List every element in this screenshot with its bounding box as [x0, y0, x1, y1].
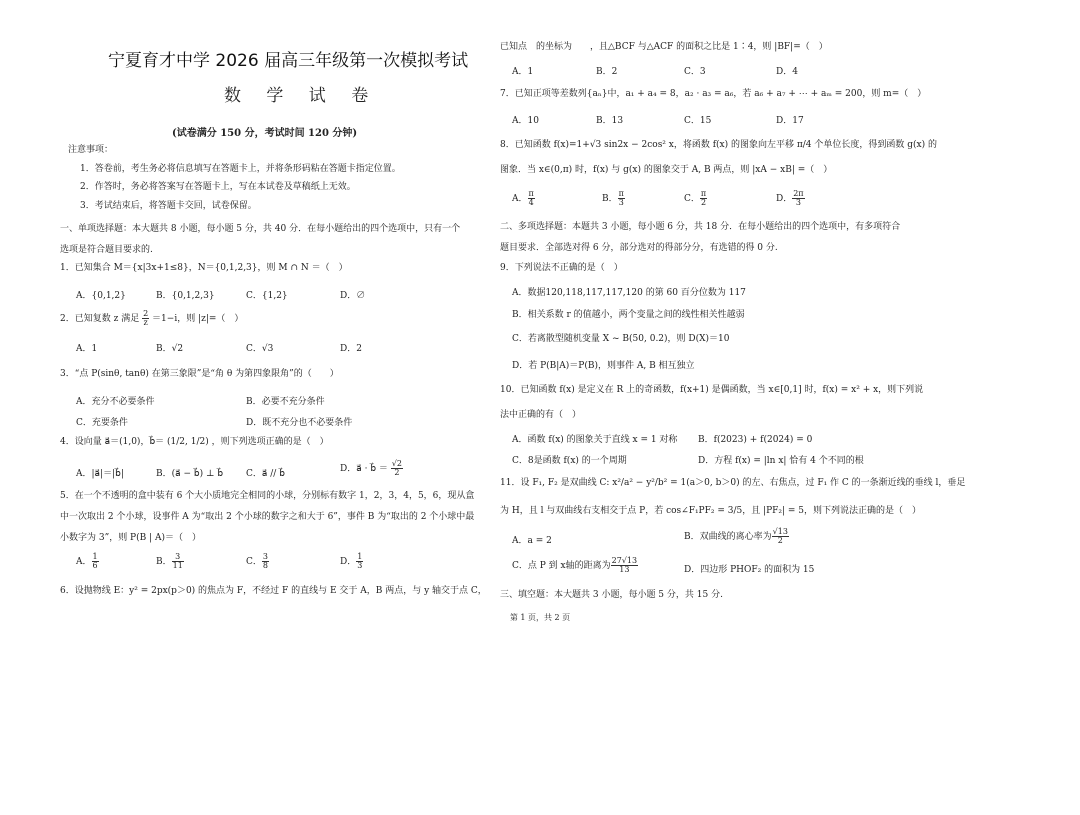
- q2-option-b: B．√2: [156, 344, 184, 354]
- q3-option-b: B．必要不充分条件: [246, 397, 325, 407]
- q11-b-pre: B．双曲线的离心率为: [684, 532, 772, 542]
- q2-option-c: C．√3: [246, 344, 274, 354]
- section2-line1: 二、多项选择题：本题共 3 小题，每小题 6 分，共 18 分．在每小题给出的四个选项中，有多项符合: [500, 222, 901, 232]
- q5-line2: 中一次取出 2 个小球，设事件 A 为“取出 2 个小球的数字之和大于 6”，事件 B 为“取出的 2 个小球中最: [60, 512, 475, 522]
- notice-item-2: 2．作答时，务必将答案写在答题卡上，写在本试卷及草稿纸上无效。: [80, 182, 356, 192]
- q4-stem-post: ，则下列选项正确的是（ ）: [211, 437, 329, 447]
- q5-line1: 5．在一个不透明的盒中装有 6 个大小质地完全相同的小球，分别标有数字 1，2，3，4，5，6，现从盒: [60, 491, 475, 501]
- q5-d-denominator: 3: [357, 561, 363, 570]
- section3-heading: 三、填空题：本大题共 3 小题，每小题 5 分，共 15 分.: [500, 590, 723, 600]
- exam-title: 宁夏育才中学 2026 届高三年级第一次模拟考试: [108, 51, 469, 71]
- q1-option-b: B．{0,1,2,3}: [156, 291, 215, 301]
- q5-option-b: [156, 553, 184, 570]
- q2-frac-denominator: z: [143, 318, 148, 327]
- q4-option-a: A．|a⃗|＝|b⃗|: [76, 469, 124, 479]
- q10-option-d: D．方程 f(x) = |ln x| 恰有 4 个不同的根: [698, 456, 864, 466]
- q8-option-a: [512, 190, 535, 207]
- q10-option-b: B．f(2023) + f(2024) = 0: [698, 435, 813, 445]
- q8-a-numerator: π: [528, 189, 534, 198]
- page-footer: 第 1 页，共 2 页: [509, 613, 571, 622]
- q7-option-b: B．13: [596, 116, 624, 126]
- q8-d-numerator: 2π: [793, 189, 804, 198]
- q11-b-fraction: [772, 528, 789, 545]
- q4-option-d-pre: D．a⃗ · b⃗ ＝: [340, 464, 388, 474]
- q6-line2: 已知点 的坐标为 ，且△BCF 与△ACF 的面积之比是 1∶4，则 |BF|=（ ）: [500, 42, 828, 52]
- notice-heading: 注意事项：: [68, 145, 114, 155]
- q2-option-d: D．2: [340, 344, 362, 354]
- q5-line3: 小数字为 3”，则 P(B | A)＝（ ）: [60, 533, 201, 543]
- notice-item-3: 3．考试结束后，将答题卡交回，试卷保留。: [80, 201, 257, 211]
- q2-fraction: [142, 310, 149, 327]
- q8-c-numerator: π: [700, 189, 707, 198]
- q5-a-denominator: 6: [92, 561, 98, 570]
- q10-line1: 10．已知函数 f(x) 是定义在 R 上的奇函数，f(x+1) 是偶函数，当 x∈[0,1] 时，f(x) = x² + x，则下列说: [500, 385, 924, 395]
- q8-c-fraction: [700, 190, 707, 207]
- q2-stem-pre: 2．已知复数 z 满足: [60, 314, 140, 324]
- q5-c-pre: C．: [246, 557, 262, 567]
- q10-option-a: A．函数 f(x) 的图象关于直线 x = 1 对称: [512, 435, 678, 445]
- q2-stem-post: ＝1−i，则 |z|=（ ）: [152, 314, 244, 324]
- q5-option-a: [76, 553, 99, 570]
- q8-option-c: [684, 190, 707, 207]
- q9-option-a: A．数据120,118,117,117,120 的第 60 百分位数为 117: [512, 288, 746, 298]
- q5-c-numerator: 3: [262, 552, 268, 561]
- q1-option-c: C．{1,2}: [246, 291, 288, 301]
- q9-option-c: C．若离散型随机变量 X ~ B(50, 0.2)，则 D(X)＝10: [512, 334, 730, 344]
- q8-a-pre: A．: [512, 194, 528, 204]
- q1-option-a: A．{0,1,2}: [76, 291, 126, 301]
- q8-line2: 图象．当 x∈(0,π) 时，f(x) 与 g(x) 的图象交于 A, B 两点，则 |xA − xB| =（ ）: [500, 165, 833, 175]
- q5-c-fraction: [262, 553, 269, 570]
- q8-b-numerator: π: [618, 189, 624, 198]
- q9-stem: 9．下列说法不正确的是（ ）: [500, 263, 623, 273]
- q4-d-denominator: 2: [394, 468, 400, 477]
- q8-line1: 8．已知函数 f(x)=1+√3 sin2x − 2cos² x，将函数 f(x) 的图象向左平移 π/4 个单位长度，得到函数 g(x) 的: [500, 140, 937, 150]
- q6-option-c: C．3: [684, 67, 706, 77]
- q5-d-fraction: [356, 553, 363, 570]
- q11-b-numerator: √13: [772, 527, 788, 536]
- q5-b-pre: B．: [156, 557, 172, 567]
- q6-option-d: D．4: [776, 67, 798, 77]
- q8-a-fraction: [528, 190, 535, 207]
- q8-option-d: [776, 190, 805, 207]
- q6-option-b: B．2: [596, 67, 618, 77]
- q5-a-numerator: 1: [92, 552, 98, 561]
- q2-stem: [60, 310, 243, 327]
- q8-c-pre: C．: [684, 194, 700, 204]
- q2-option-a: A．1: [76, 344, 98, 354]
- q8-option-b: [602, 190, 625, 207]
- section1-line1: 一、单项选择题：本大题共 8 小题，每小题 5 分，共 40 分．在每小题给出的四个选项中，只有一个: [60, 224, 461, 234]
- q9-option-d: D．若 P(B|A)＝P(B)，则事件 A, B 相互独立: [512, 361, 695, 371]
- q11-option-b: [684, 528, 789, 545]
- q3-option-c: C．充要条件: [76, 418, 128, 428]
- q3-option-d: D．既不充分也不必要条件: [246, 418, 353, 428]
- q4-vector: (1/2, 1/2): [167, 437, 209, 447]
- q8-d-fraction: [792, 190, 804, 207]
- q8-d-denominator: 3: [795, 198, 801, 207]
- q5-b-fraction: [172, 553, 184, 570]
- q11-option-a: A．a = 2: [512, 536, 552, 546]
- q4-stem-pre: 4．设向量 a⃗＝(1,0)，b⃗＝: [60, 437, 165, 447]
- q8-b-denominator: 3: [618, 198, 624, 207]
- q3-option-a: A．充分不必要条件: [76, 397, 155, 407]
- q11-line1: 11．设 F₁, F₂ 是双曲线 C: x²/a² − y²/b² = 1(a＞0, b＞0) 的左、右焦点，过 F₁ 作 C 的一条渐近线的垂线 l，垂足: [500, 478, 966, 488]
- q5-b-denominator: 11: [172, 561, 183, 570]
- q11-b-denominator: 2: [777, 536, 783, 545]
- exam-subtitle: 数 学 试 卷: [224, 86, 379, 106]
- q8-b-fraction: [618, 190, 625, 207]
- q5-d-pre: D．: [340, 557, 357, 567]
- q5-a-fraction: [92, 553, 99, 570]
- q5-b-numerator: 3: [172, 553, 184, 562]
- q8-a-denominator: 4: [528, 198, 534, 207]
- q11-c-numerator: 27√13: [611, 556, 638, 565]
- section2-line2: 题目要求．全部选对得 6 分，部分选对的得部分分，有选错的得 0 分.: [500, 243, 778, 253]
- q8-b-pre: B．: [602, 194, 618, 204]
- q4-option-d: [340, 460, 403, 477]
- q11-option-c: [512, 557, 638, 574]
- notice-item-1: 1．答卷前，考生务必将信息填写在答题卡上，并将条形码粘在答题卡指定位置。: [80, 164, 401, 174]
- q7-option-c: C．15: [684, 116, 712, 126]
- q1-option-d: D．∅: [340, 291, 366, 301]
- q11-c-fraction: [611, 557, 638, 574]
- q4-d-numerator: √2: [391, 459, 402, 468]
- q4-option-c: C．a⃗ // b⃗: [246, 469, 285, 479]
- q11-option-d: D．四边形 PHOF₂ 的面积为 15: [684, 565, 815, 575]
- q6-option-a: A．1: [512, 67, 534, 77]
- q6-line1: 6．设抛物线 E：y² = 2px(p＞0) 的焦点为 F，不经过 F 的直线与 E 交于 A，B 两点，与 y 轴交于点 C，: [60, 586, 487, 596]
- q4-option-b: B．(a⃗ − b⃗) ⊥ b⃗: [156, 469, 224, 479]
- q10-line2: 法中正确的有（ ）: [500, 410, 582, 420]
- q10-option-c: C．8是函数 f(x) 的一个周期: [512, 456, 627, 466]
- q5-a-pre: A．: [76, 557, 92, 567]
- q2-frac-numerator: 2: [143, 309, 149, 318]
- q7-option-a: A．10: [512, 116, 539, 126]
- q8-d-pre: D．: [776, 194, 793, 204]
- section1-line2: 选项是符合题目要求的.: [60, 245, 153, 255]
- q7-stem: 7．已知正项等差数列{aₙ}中，a₁ + a₄ = 8，a₂ · a₃ = a₆，若 a₆ + a₇ + ⋯ + aₘ = 200，则 m=（ ）: [500, 89, 927, 99]
- q5-option-c: [246, 553, 269, 570]
- q3-stem: 3．“点 P(sinθ, tanθ) 在第三象限”是“角 θ 为第四象限角”的（ ）: [60, 369, 339, 379]
- q11-line2: 为 H，且 l 与双曲线右支相交于点 P，若 cos∠F₁PF₂ = 3/5，且 |PF₂| = 5，则下列说法正确的是（ ）: [500, 506, 922, 516]
- exam-meta: (试卷满分 150 分，考试时间 120 分钟): [172, 128, 358, 139]
- q4-stem: [60, 437, 329, 448]
- q8-c-denominator: 2: [700, 198, 707, 207]
- q4-option-d-fraction: [391, 460, 403, 477]
- q11-c-denominator: 13: [619, 565, 630, 574]
- q1-stem: 1．已知集合 M＝{x|3x+1≤8}，N＝{0,1,2,3}，则 M ∩ N ＝（ ）: [60, 263, 348, 273]
- q7-option-d: D．17: [776, 116, 804, 126]
- q5-option-d: [340, 553, 363, 570]
- q11-c-pre: C．点 P 到 x轴的距离为: [512, 561, 611, 571]
- q5-d-numerator: 1: [357, 552, 363, 561]
- q9-option-b: B．相关系数 r 的值越小，两个变量之间的线性相关性越弱: [512, 310, 745, 320]
- q5-c-denominator: 8: [262, 561, 268, 570]
